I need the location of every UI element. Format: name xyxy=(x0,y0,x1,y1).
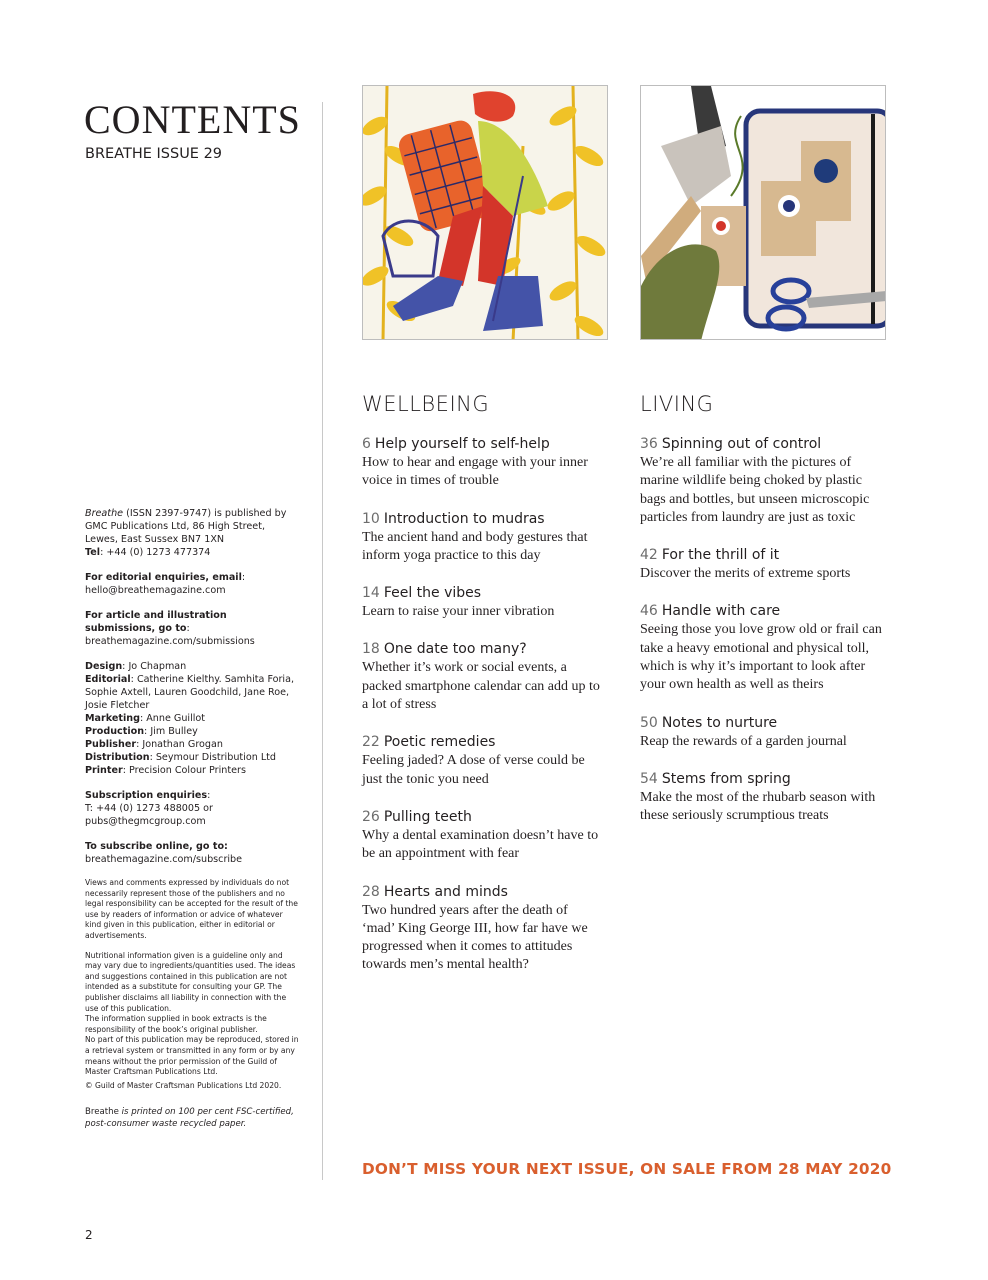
entry-description: Two hundred years after the death of ‘mad’ King George III, how far have we progressed when it comes to attitudes towards men’s mental health? xyxy=(362,902,588,973)
page-title: CONTENTS xyxy=(84,97,301,142)
disclaimer-nutrition: Nutritional information given is a guideline only and may vary due to ingredients/quantities used. The ideas and suggestions contained in this publication are not intended as a substitute for consulting your GP. The publisher disclaims all liability in connection with the use of this publication. The information supplied in book extracts is the responsibility of the book’s original publisher. No part of this publication may be reproduced, stored in a retrieval system or transmitted in any form or by any means without the prior permission of the Guild of Master Craftsman Publications Ltd. xyxy=(85,950,299,1077)
toc-entry[interactable] xyxy=(640,769,890,826)
toc-entry[interactable] xyxy=(362,583,602,621)
entry-description: Learn to raise your inner vibration xyxy=(362,604,555,620)
toc-entry[interactable] xyxy=(640,545,890,583)
living-illustration xyxy=(640,85,886,340)
issue-subtitle: BREATHE ISSUE 29 xyxy=(85,146,223,162)
toc-entry[interactable] xyxy=(640,601,890,694)
entry-title: Introduction to mudras xyxy=(383,510,545,527)
living-heading: LIVING xyxy=(640,392,714,416)
page-number: 28 xyxy=(362,883,380,900)
page-number: 10 xyxy=(362,510,380,527)
editorial-label: For editorial enquiries, email xyxy=(85,572,242,583)
page-number: 14 xyxy=(362,585,380,602)
staff-row: Publisher: Jonathan Grogan xyxy=(85,739,223,750)
toc-entry[interactable] xyxy=(362,509,602,566)
toc-entry[interactable] xyxy=(640,713,890,751)
page-number: 26 xyxy=(362,808,380,825)
staff-row: Editorial: Catherine Kielthy. Samhita Foria, Sophie Axtell, Lauren Goodchild, Jane Roe, Josie Fletcher xyxy=(85,674,295,711)
entry-title: Stems from spring xyxy=(661,770,791,787)
editorial-email: hello@breathemagazine.com xyxy=(85,585,226,596)
publisher-line: (ISSN 2397-9747) is published by GMC Publications Ltd, 86 High Street, Lewes, East Sussex BN7 1XN xyxy=(85,508,287,545)
entry-description: Reap the rewards of a garden journal xyxy=(640,733,847,749)
living-list xyxy=(640,434,890,844)
publisher-info xyxy=(85,507,300,559)
entry-description: Feeling jaded? A dose of verse could be just the tonic you need xyxy=(362,753,585,787)
staff-list xyxy=(85,660,300,777)
entry-title: For the thrill of it xyxy=(661,547,780,564)
staff-row: Printer: Precision Colour Printers xyxy=(85,765,246,776)
subscription-enquiries: Subscription enquiries: T: +44 (0) 1273 488005 or pubs@thegmcgroup.com xyxy=(85,790,213,827)
garden-journal-illustration xyxy=(641,86,886,340)
tel-value: : +44 (0) 1273 477374 xyxy=(100,547,211,558)
entry-description: The ancient hand and body gestures that inform yoga practice to this day xyxy=(362,529,588,563)
submissions-url: breathemagazine.com/submissions xyxy=(85,636,255,647)
submissions-info: For article and illustration submissions, go to: breathemagazine.com/submissions xyxy=(85,610,255,647)
wellbeing-list xyxy=(362,434,602,993)
entry-title: Poetic remedies xyxy=(383,734,496,751)
entry-description: How to hear and engage with your inner voice in times of trouble xyxy=(362,455,588,489)
entry-title: Help yourself to self-help xyxy=(374,436,550,452)
paper-note: Breathe is printed on 100 per cent FSC-certified, post-consumer waste recycled paper. xyxy=(85,1107,294,1129)
credits-column xyxy=(85,507,300,1139)
hiker-illustration xyxy=(363,86,608,340)
staff-row: Distribution: Seymour Distribution Ltd xyxy=(85,752,277,763)
subscription-value: T: +44 (0) 1273 488005 or pubs@thegmcgroup.com xyxy=(85,803,213,827)
submissions-label: For article and illustration submissions, go to xyxy=(85,610,227,634)
entry-title: Spinning out of control xyxy=(661,436,822,452)
toc-entry[interactable] xyxy=(362,639,602,714)
entry-title: One date too many? xyxy=(383,641,527,658)
entry-title: Pulling teeth xyxy=(383,808,472,825)
toc-entry[interactable] xyxy=(362,807,602,864)
entry-title: Notes to nurture xyxy=(661,714,778,731)
entry-description: Make the most of the rhubarb season with these seriously scrumptious treats xyxy=(640,789,876,824)
page-number: 36 xyxy=(640,436,658,452)
entry-description: Discover the merits of extreme sports xyxy=(640,566,851,582)
wellbeing-illustration xyxy=(362,85,608,340)
entry-description: Why a dental examination doesn’t have to be an appointment with fear xyxy=(362,827,599,862)
toc-entry[interactable] xyxy=(640,434,890,527)
page-number: 42 xyxy=(640,547,658,564)
entry-title: Feel the vibes xyxy=(383,585,482,602)
page-number: 54 xyxy=(640,770,658,787)
subscribe-online-label: To subscribe online, go to: xyxy=(85,841,228,852)
wellbeing-heading: WELLBEING xyxy=(362,392,490,416)
editorial-enquiries: For editorial enquiries, email: hello@breathemagazine.com xyxy=(85,572,246,596)
next-issue-promo: DON’T MISS YOUR NEXT ISSUE, ON SALE FROM 28 MAY 2020 xyxy=(362,1160,892,1178)
entry-description: Seeing those you love grow old or frail can take a heavy emotional and physical toll, which is why it’s important to look after your own health as well as theirs xyxy=(640,622,882,693)
toc-entry[interactable] xyxy=(362,434,602,491)
disclaimer-views: Views and comments expressed by individuals do not necessarily represent those of the publishers and no legal responsibility can be accepted for the result of the use by readers of information or advice of whatever kind given in this publication, either in editorial or advertisements. xyxy=(85,878,298,940)
publisher-title: Breathe xyxy=(85,508,124,519)
subscribe-online-url: breathemagazine.com/subscribe xyxy=(85,854,243,865)
vertical-divider xyxy=(322,102,323,1180)
tel-label: Tel xyxy=(85,547,101,558)
page-number: 18 xyxy=(362,641,380,658)
page-number: 6 xyxy=(362,436,371,452)
page-number: 50 xyxy=(640,714,658,731)
page-number: 22 xyxy=(362,734,380,751)
entry-title: Handle with care xyxy=(661,603,781,620)
copyright: © Guild of Master Craftsman Publications Ltd 2020. xyxy=(85,1080,282,1090)
subscription-label: Subscription enquiries xyxy=(85,790,208,801)
toc-entry[interactable] xyxy=(362,882,602,975)
toc-entry[interactable] xyxy=(362,732,602,789)
page-number: 46 xyxy=(640,603,658,620)
page-number-footer: 2 xyxy=(85,1228,93,1242)
entry-description: We’re all familiar with the pictures of marine wildlife being choked by plastic bags and bottles, but unseen microscopic particles from laundry are just as toxic xyxy=(640,455,870,525)
entry-title: Hearts and minds xyxy=(383,883,508,900)
staff-row: Production: Jim Bulley xyxy=(85,726,198,737)
entry-description: Whether it’s work or social events, a packed smartphone calendar can add up to a lot of stress xyxy=(362,660,600,713)
staff-row: Design: Jo Chapman xyxy=(85,661,187,672)
staff-row: Marketing: Anne Guillot xyxy=(85,713,206,724)
subscribe-online xyxy=(85,840,300,866)
